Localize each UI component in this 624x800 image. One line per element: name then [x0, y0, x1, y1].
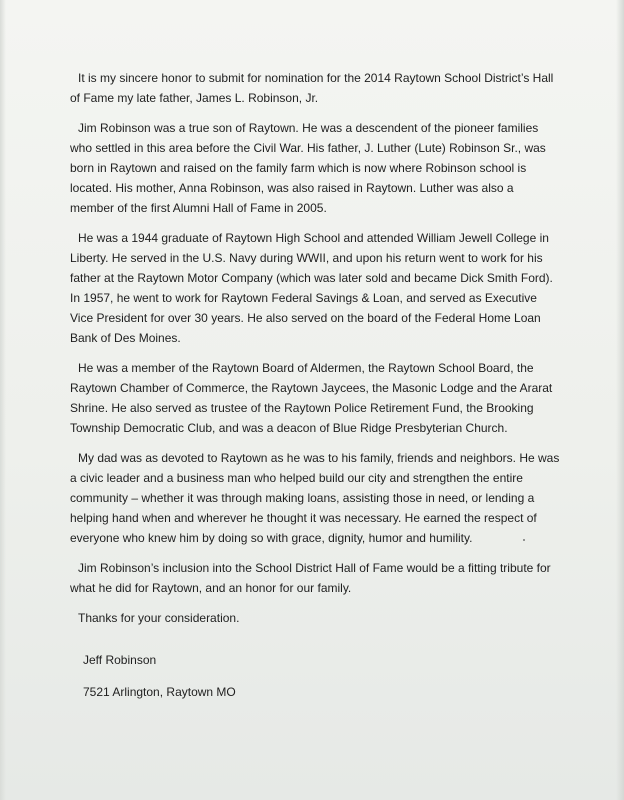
- paragraph-family-history: Jim Robinson was a true son of Raytown. He was a descendent of the pioneer families who settled in this area before the Civil War. His father, J. Luther (Lute) Robinson Sr., was born in Raytown and raised on the family farm which is now where Robinson school is located. His mother, Anna Robinson, was also raised in Raytown. Luther was also a member of the first Alumni Hall of Fame in 2005.: [70, 121, 546, 215]
- paragraph-nomination-intro: It is my sincere honor to submit for nomination for the 2014 Raytown School District’s Hall of Fame my late father, James L. Robinson, Jr.: [70, 71, 554, 105]
- signature-block: [70, 650, 560, 702]
- sheet-right-edge-shadow: [616, 0, 624, 800]
- paragraph-civic-memberships: He was a member of the Raytown Board of Aldermen, the Raytown School Board, the Raytown Chamber of Commerce, the Raytown Jaycees, the Masonic Lodge and the Ararat Shrine. He also served as trustee of the Raytown Police Retirement Fund, the Brooking Township Democratic Club, and was a deacon of Blue Ridge Presbyterian Church.: [70, 361, 553, 435]
- paragraph-inclusion: Jim Robinson’s inclusion into the School District Hall of Fame would be a fitting tribute for what he did for Raytown, and an honor for our family.: [70, 561, 551, 595]
- paragraph-career: He was a 1944 graduate of Raytown High School and attended William Jewell College in Liberty. He served in the U.S. Navy during WWII, and upon his return went to work for his father at the Raytown Motor Company (which was later sold and became Dick Smith Ford). In 1957, he went to work for Raytown Federal Savings & Loan, and served as Executive Vice President for over 30 years. He also served on the board of the Federal Home Loan Bank of Des Moines.: [70, 231, 553, 345]
- paragraph-devotion: My dad was as devoted to Raytown as he was to his family, friends and neighbors. He was a civic leader and a business man who helped build our city and strengthen the entire community – whether it was through making loans, assisting those in need, or lending a helping hand when and wherever he thought it was necessary. He earned the respect of everyone who knew him by doing so with grace, dignity, humor and humility.: [70, 451, 560, 545]
- signature-address: 7521 Arlington, Raytown MO: [83, 685, 236, 699]
- signature-name: Jeff Robinson: [83, 653, 157, 667]
- paragraph-thanks: Thanks for your consideration.: [78, 611, 240, 625]
- sheet-left-edge-shadow: [0, 0, 6, 800]
- paper-speck: [523, 539, 525, 541]
- letter-body: [70, 68, 560, 714]
